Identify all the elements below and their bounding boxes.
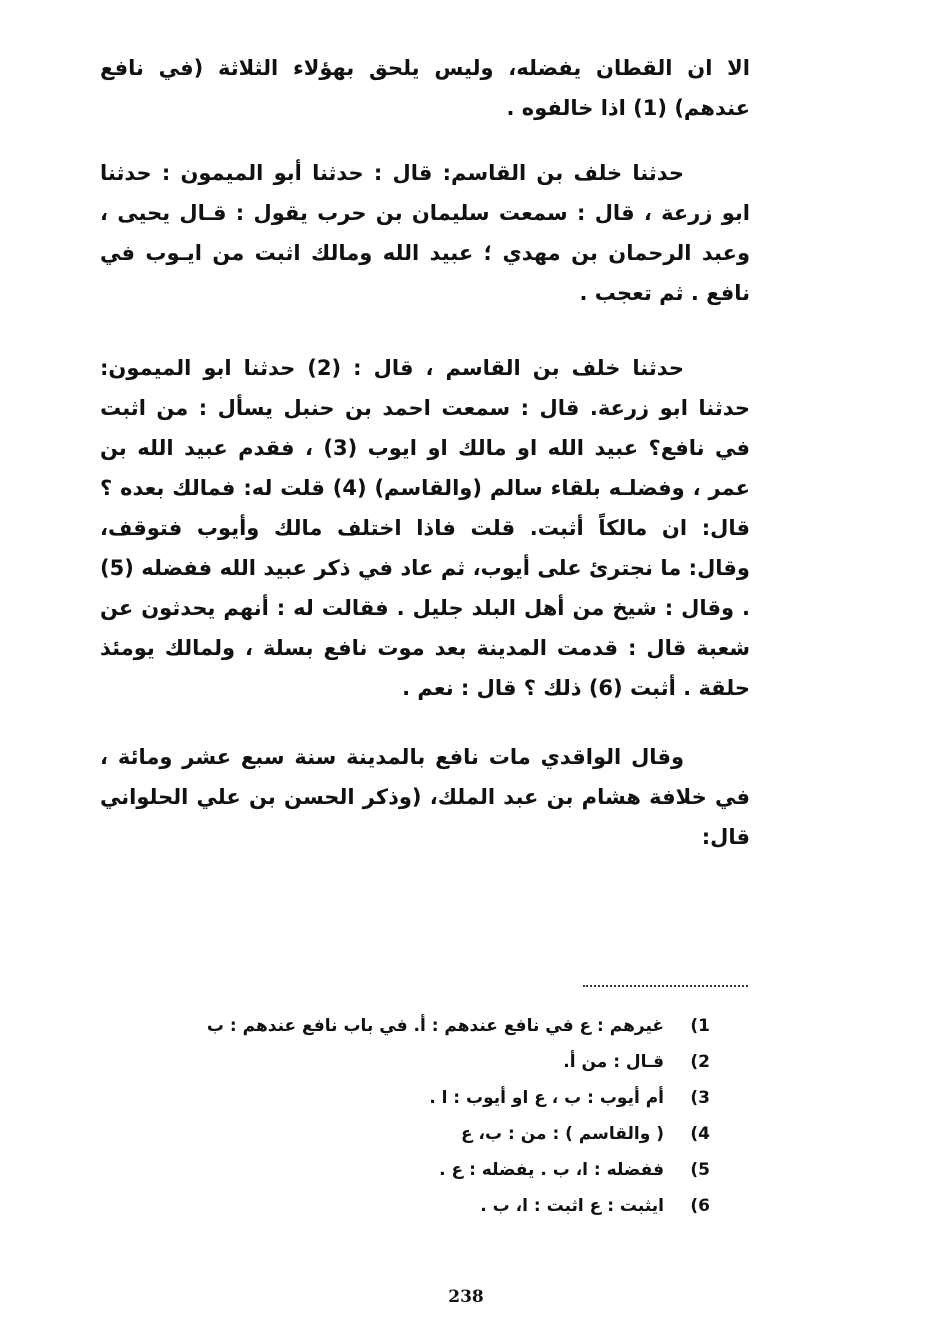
footnote-3 — [150, 1080, 710, 1116]
paragraph-1: الا ان القطان يفضله، وليس يلحق بهؤلاء الثلاثة (في نافع عندهم) (1) اذا خالفوه . — [100, 56, 750, 120]
footnotes-list — [150, 1008, 710, 1224]
footnote-6 — [150, 1188, 710, 1224]
footnote-number: (4 — [690, 1124, 710, 1144]
footnote-5 — [150, 1152, 710, 1188]
footnote-text: قـال : من أ. — [563, 1052, 664, 1072]
paragraph-3: حدثنا خلف بن القاسم ، قال : (2) حدثنا ابو الميمون: حدثنا ابو زرعة. قال : سمعت احمد بن حنبل يسأل : من اثبت في نافع؟ عبيد الله او مالك او ايوب (3) ، فقدم عبيد الله بن عمر ، وفضلـه بلقاء سالم (والقاسم) (4) قلت له: فمالك بعده ؟ قال: ان مالكاً أثبت. قلت فاذا اختلف مالك وأيوب فتوقف، وقال: ما نجترئ على أيوب، ثم عاد في ذكر عبيد الله ففضله (5) . وقال : شيخ من أهل البلد جليل . فقالت له : أنهم يحدثون عن شعبة قال : قدمت المدينة بعد موت نافع بسلة ، ولمالك يومئذ حلقة . أثبت (6) ذلك ؟ قال : نعم . — [100, 356, 750, 700]
paragraph-4: وقال الواقدي مات نافع بالمدينة سنة سبع عشر ومائة ، في خلافة هشام بن عبد الملك، (وذكر الحسن بن علي الحلواني قال: — [100, 745, 750, 849]
footnote-number: (5 — [690, 1160, 710, 1180]
footnote-number: (3 — [690, 1088, 710, 1108]
footnote-text: أم أيوب : ب ، ع او أيوب : ا . — [429, 1088, 664, 1108]
footnote-number: (6 — [690, 1196, 710, 1216]
footnote-text: ففضله : ا، ب . يفضله : ع . — [439, 1160, 664, 1180]
footnote-text: ايثبت : ع اثبت : ا، ب . — [480, 1196, 664, 1216]
footnote-2 — [150, 1044, 710, 1080]
footnote-4 — [150, 1116, 710, 1152]
footnote-text: غيرهم : ع في نافع عندهم : أ. في باب نافع عندهم : ب — [206, 1016, 664, 1036]
footnote-number: (1 — [690, 1016, 710, 1036]
footnote-1 — [150, 1008, 710, 1044]
footnote-separator — [583, 985, 748, 987]
page-number: 238 — [448, 1287, 484, 1307]
paragraph-2: حدثنا خلف بن القاسم: قال : حدثنا أبو الميمون : حدثنا ابو زرعة ، قال : سمعت سليمان بن حرب يقول : قـال يحيى ، وعبد الرحمان بن مهدي ؛ عبيد الله ومالك اثبت من ايـوب في نافع . ثم تعجب . — [100, 161, 750, 305]
footnote-text: ( والقاسم ) : من : ب، ع — [461, 1124, 664, 1144]
footnote-number: (2 — [690, 1052, 710, 1072]
